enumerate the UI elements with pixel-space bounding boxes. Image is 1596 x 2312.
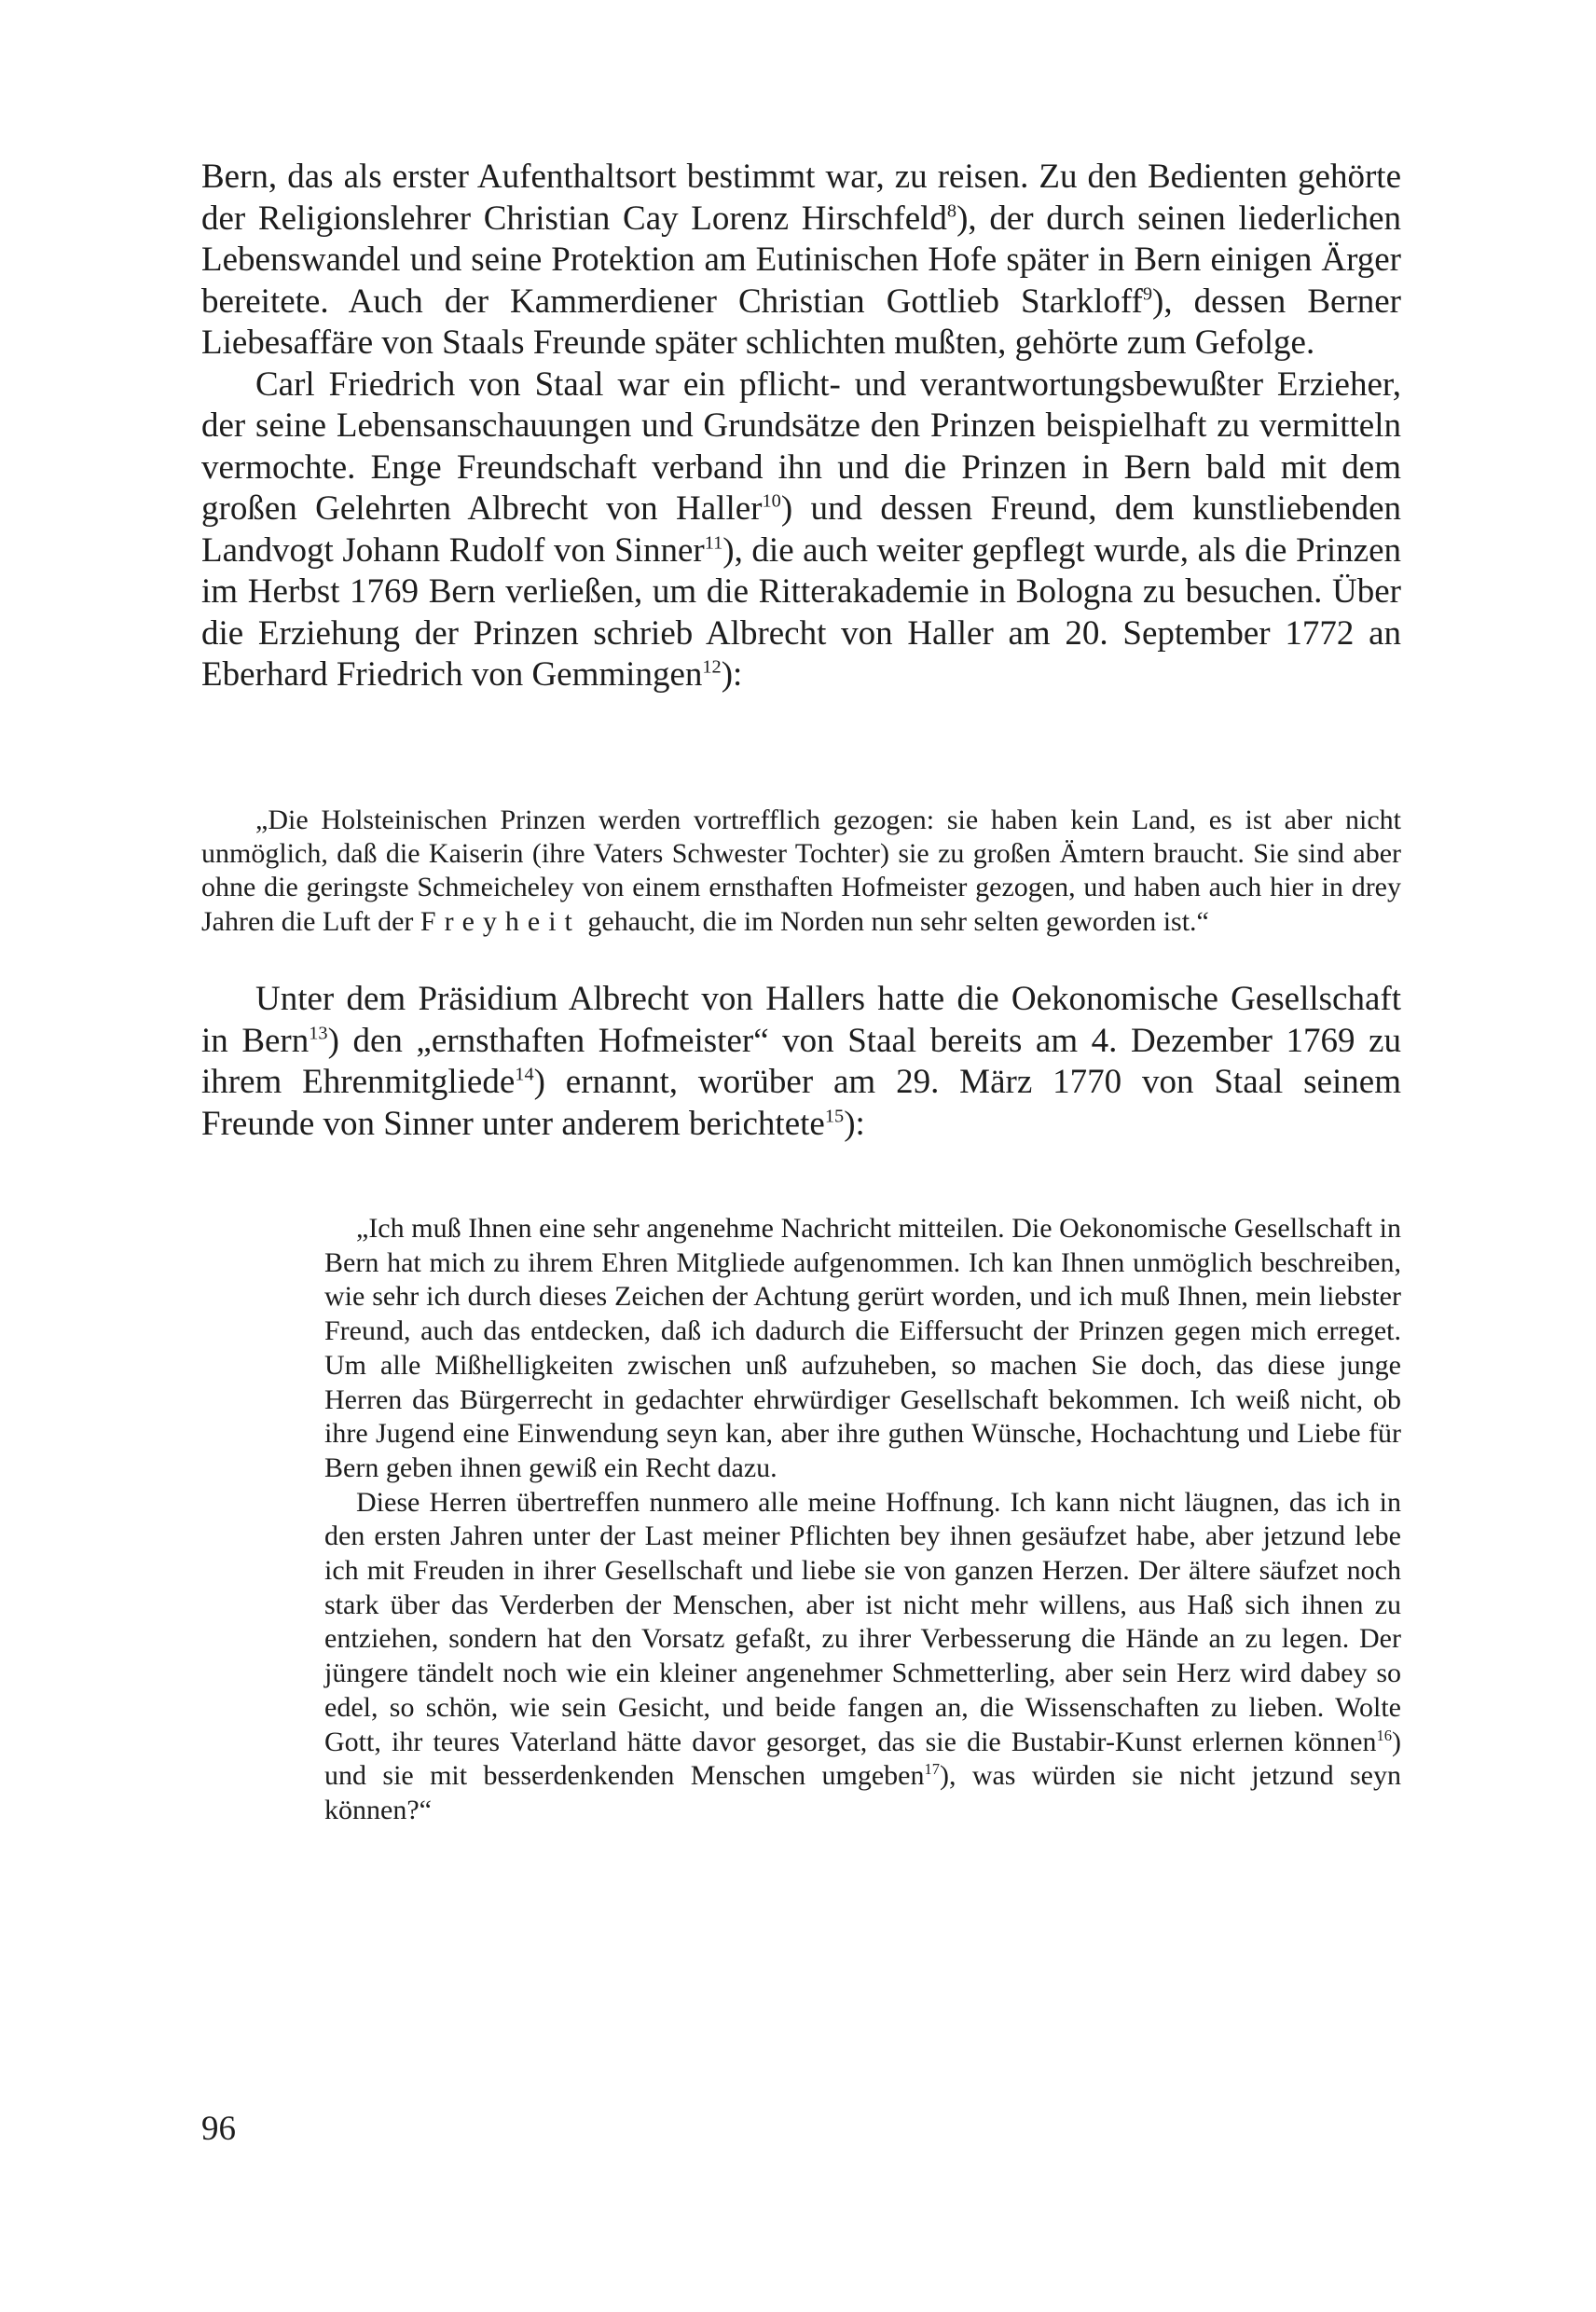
- text-run: gehaucht, die im Norden nun sehr selten geworden ist.“: [580, 905, 1209, 937]
- footnote-ref: 10: [762, 490, 781, 512]
- text-run: ), der durch seinen liederlichen Lebenswandel und seine Protektion am Eutinischen Hofe später in Bern einigen Ärger bereitete. Auch der Kammerdiener Christian Gottlieb Starkloff: [201, 199, 1402, 321]
- text-run: Diese Herren übertreffen nunmero alle meine Hoffnung. Ich kann nicht läugnen, das ich in den ersten Jahren unter der Last meiner Pflichten bey ihnen gesäufzet habe, aber jetzund lebe ich mit Freuden in ihrer Gesellschaft und liebe sie von ganzen Herzen. Der ältere säufzet noch stark über das Verderben der Menschen, aber ist nicht mehr willens, aus Haß sich ihnen zu entziehen, sondern hat den Vorsatz gefaßt, zu ihrer Verbesserung die Hände an zu legen. Der jüngere tändelt noch wie ein kleiner angenehmer Schmetterling, aber sein Herz wird dabey so edel, so schön, wie sein Gesicht, und beide fangen an, die Wissenschaften zu lieben. Wolte Gott, ihr teures Vaterland hätte davor gesorget, das sie die Bustabir-Kunst erlernen können: [324, 1486, 1401, 1757]
- text-run: Bern, das als erster Aufenthaltsort bestimmt war, zu reisen. Zu den Bedienten gehörte der Religionslehrer Christian Cay Lorenz Hirschfeld: [201, 158, 1401, 238]
- footnote-ref: 14: [515, 1064, 534, 1085]
- spaced-emphasis: Freyheit: [420, 905, 581, 937]
- text-run: ), dessen Berner Liebesaffäre von Staals Freunde später schlichten mußten, gehörte zum Gefolge.: [201, 282, 1401, 362]
- paragraph-2: [201, 365, 1401, 696]
- text-run: ) ernannt, worüber am 29. März 1770 von Staal seinem Freunde von Sinner unter anderem berichtete: [201, 1063, 1401, 1143]
- footnote-ref: 9: [1142, 283, 1153, 305]
- text-run: Carl Friedrich von Staal war ein pflicht- und verantwortungsbewußter Erzieher, der seine Lebensanschauungen und Grundsätze den Prinzen beispielhaft zu vermitteln vermochte. Enge Freundschaft verband ihn und die Prinzen in Bern bald mit dem großen Gelehrten Albrecht von Haller: [201, 365, 1401, 528]
- footnote-ref: 16: [1376, 1726, 1392, 1744]
- footnote-ref: 15: [824, 1106, 845, 1127]
- text-run: ) und sie mit besserdenkenden Menschen umgeben: [324, 1726, 1401, 1792]
- paragraph-1: [201, 157, 1401, 365]
- footnote-ref: 13: [309, 1023, 328, 1044]
- text-run: ) und dessen Freund, dem kunstliebenden Landvogt Johann Rudolf von Sinner: [201, 489, 1401, 570]
- text-run: ) den „ernsthaften Hofmeister“ von Staal bereits am 4. Dezember 1769 zu ihrem Ehrenmitgliede: [201, 1021, 1401, 1101]
- page-number: 96: [201, 2110, 236, 2148]
- footnote-ref: 17: [924, 1760, 940, 1779]
- footnote-ref: 11: [704, 532, 723, 554]
- block-quote-haller: [201, 804, 1401, 939]
- text-run: ):: [844, 1104, 865, 1143]
- body-text-middle: [201, 979, 1401, 1145]
- footnote-ref: 8: [946, 200, 957, 222]
- quote-paragraph-1: „Ich muß Ihnen eine sehr angenehme Nachricht mitteilen. Die Oekonomische Gesellschaft in Bern hat mich zu ihrem Ehren Mitgliede aufgenommen. Ich kan Ihnen unmöglich beschreiben, wie sehr ich durch dieses Zeichen der Achtung gerürt worden, und ich muß Ihnen, mein liebster Freund, auch das entdecken, daß ich dadurch die Eiffersucht der Prinzen gegen mich erreget. Um alle Mißhelligkeiten zwischen unß aufzuheben, so machen Sie doch, das diese junge Herren das Bürgerrecht in gedachter ehrwürdiger Gesellschaft bekommen. Ich weiß nicht, ob ihre Jugend eine Einwendung seyn kan, aber ihre guthen Wünsche, Hochachtung und Liebe für Bern geben ihnen gewiß ein Recht dazu.: [324, 1213, 1401, 1483]
- paragraph-3: [201, 979, 1401, 1145]
- footnote-ref: 12: [702, 656, 722, 678]
- block-quote-staal: [324, 1212, 1401, 1828]
- text-run: Unter dem Präsidium Albrecht von Hallers hatte die Oekonomische Gesellschaft in Bern: [201, 980, 1401, 1060]
- text-run: „Die Holsteinischen Prinzen werden vortrefflich gezogen: sie haben kein Land, es ist aber nicht unmöglich, daß die Kaiserin (ihre Vaters Schwester Tochter) sie zu großen Ämtern braucht. Sie sind aber ohne die geringste Schmeicheley von einem ernsthaften Hofmeister gezogen, und haben auch hier in drey Jahren die Luft der: [201, 805, 1401, 937]
- text-run: ), die auch weiter gepflegt wurde, als die Prinzen im Herbst 1769 Bern verließen, um die Ritterakademie in Bologna zu besuchen. Über die Erziehung der Prinzen schrieb Albrecht von Haller am 20. September 1772 an Eberhard Friedrich von Gemmingen: [201, 530, 1401, 694]
- text-run: ):: [721, 655, 743, 694]
- quote-paragraph: [201, 804, 1401, 939]
- quote-paragraph-2: [324, 1486, 1401, 1828]
- body-text-top: [201, 157, 1401, 696]
- text-run: ), was würden sie nicht jetzund seyn können?“: [324, 1760, 1401, 1825]
